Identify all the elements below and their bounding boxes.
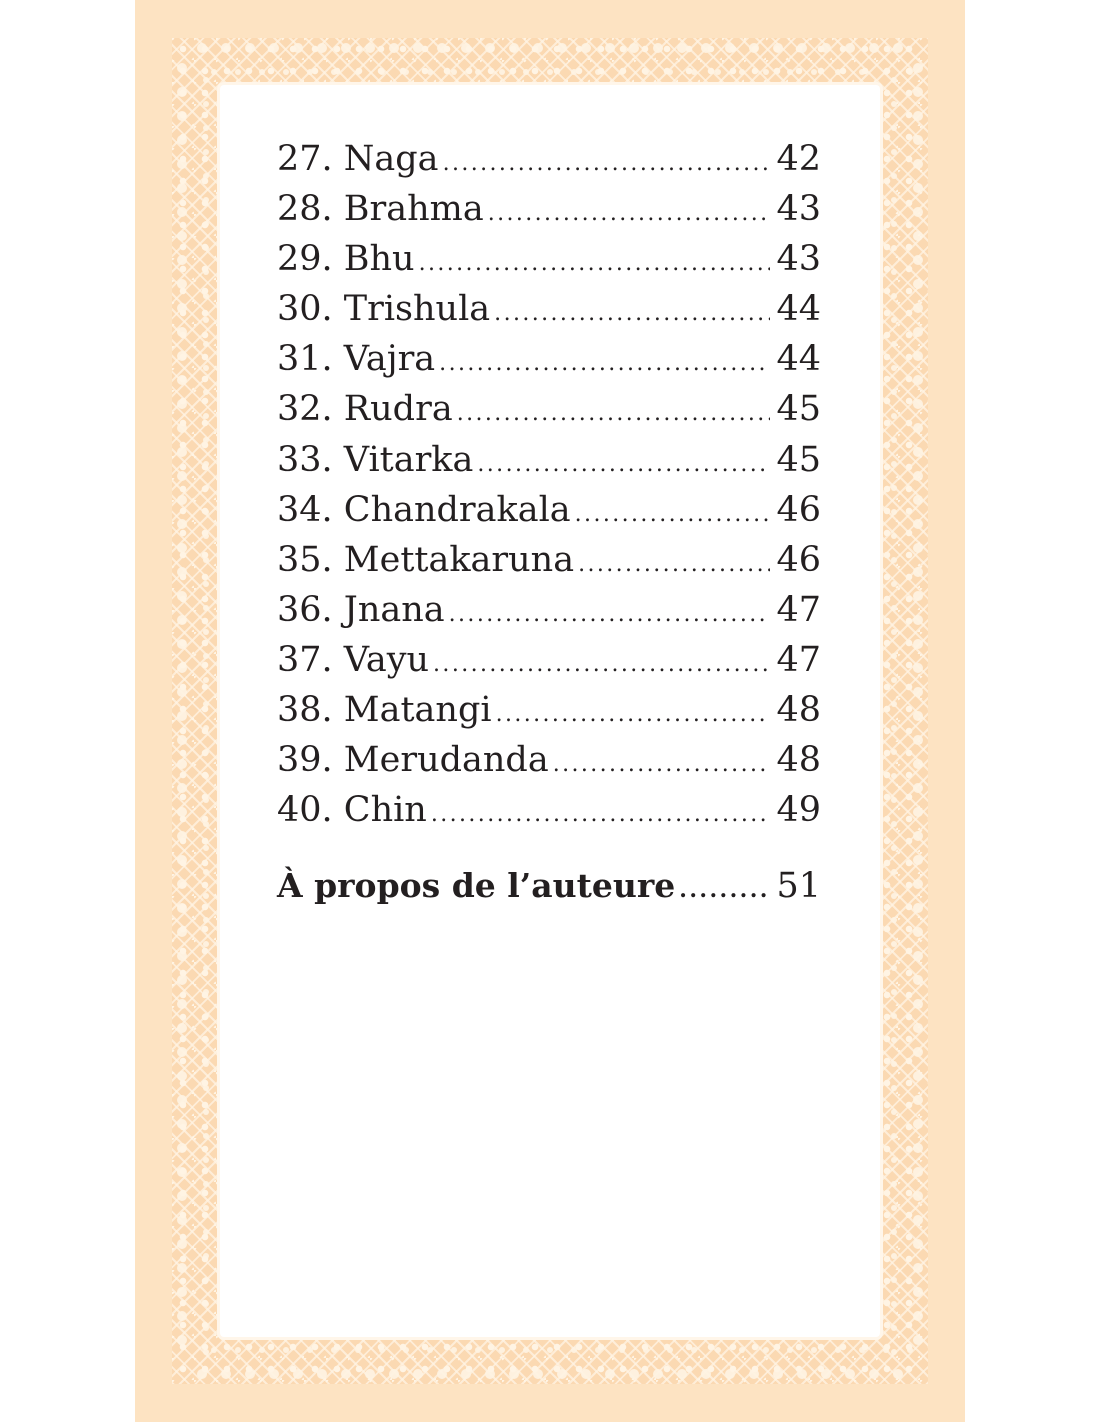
dot-leader	[419, 239, 771, 289]
dot-leader	[443, 139, 771, 189]
toc-entry[interactable]	[277, 184, 821, 234]
dot-leader	[679, 865, 770, 915]
toc-entry-page: 43	[776, 189, 821, 230]
dot-leader	[477, 440, 770, 490]
toc-entry[interactable]	[277, 485, 821, 535]
toc-entry-page: 42	[776, 139, 821, 179]
toc-entry[interactable]	[277, 785, 821, 835]
toc-entry-title: 34. Chandrakala	[277, 489, 571, 530]
toc-entry[interactable]	[277, 635, 821, 685]
book-page	[135, 0, 965, 1422]
toc-entry[interactable]	[277, 535, 821, 585]
dot-leader	[457, 389, 771, 439]
dot-leader	[494, 289, 770, 339]
toc-entry-page: 44	[776, 289, 821, 330]
dot-leader	[578, 540, 770, 590]
toc-entry-title: 39. Merudanda	[277, 740, 549, 781]
toc-entry[interactable]	[277, 284, 821, 334]
dot-leader	[431, 790, 771, 840]
toc-entry[interactable]	[277, 735, 821, 785]
toc-entry-page: 45	[776, 389, 821, 430]
toc-entry-title: 33. Vitarka	[277, 439, 474, 480]
toc-entry-page: 44	[776, 339, 821, 380]
toc-entry-title: 40. Chin	[277, 790, 427, 831]
dot-leader	[553, 740, 771, 790]
toc-entry-title: 28. Brahma	[277, 189, 484, 230]
toc-entry[interactable]	[277, 585, 821, 635]
toc-entry-page: 48	[776, 690, 821, 731]
toc-entry-title: 38. Matangi	[277, 690, 492, 731]
toc-entry-title: 35. Mettakaruna	[277, 539, 575, 580]
dot-leader	[439, 339, 770, 389]
dot-leader	[575, 490, 771, 540]
dot-leader	[449, 590, 771, 640]
toc-entry-title: 32. Rudra	[277, 389, 453, 430]
toc-entry-page: 46	[776, 489, 821, 530]
dot-leader	[433, 640, 770, 690]
dot-leader	[496, 690, 771, 740]
toc-entry-title: À propos de l’auteure	[277, 866, 676, 906]
toc-entry[interactable]	[277, 134, 821, 184]
toc-entry-page: 46	[776, 539, 821, 580]
toc-entry-title: 27. Naga	[277, 139, 439, 179]
toc-entry-page: 49	[776, 790, 821, 831]
toc-entry-title: 37. Vayu	[277, 639, 430, 680]
table-of-contents	[277, 134, 821, 911]
toc-entry-title: 30. Trishula	[277, 289, 491, 330]
toc-entry-title: 31. Vajra	[277, 339, 436, 380]
toc-entry-title: 29. Bhu	[277, 239, 415, 280]
toc-entry[interactable]	[277, 685, 821, 735]
toc-entry-page: 43	[776, 239, 821, 280]
toc-entry[interactable]	[277, 384, 821, 434]
toc-entry-page: 48	[776, 740, 821, 781]
toc-entry[interactable]	[277, 334, 821, 384]
dot-leader	[488, 189, 771, 239]
toc-entry-page: 45	[776, 439, 821, 480]
toc-entry[interactable]	[277, 234, 821, 284]
toc-entry-page: 51	[776, 866, 821, 907]
toc-entry-page: 47	[776, 589, 821, 630]
toc-entry-title: 36. Jnana	[277, 589, 445, 630]
toc-entry-page: 47	[776, 639, 821, 680]
toc-entry[interactable]	[277, 435, 821, 485]
toc-entry-about-author[interactable]	[277, 861, 821, 911]
